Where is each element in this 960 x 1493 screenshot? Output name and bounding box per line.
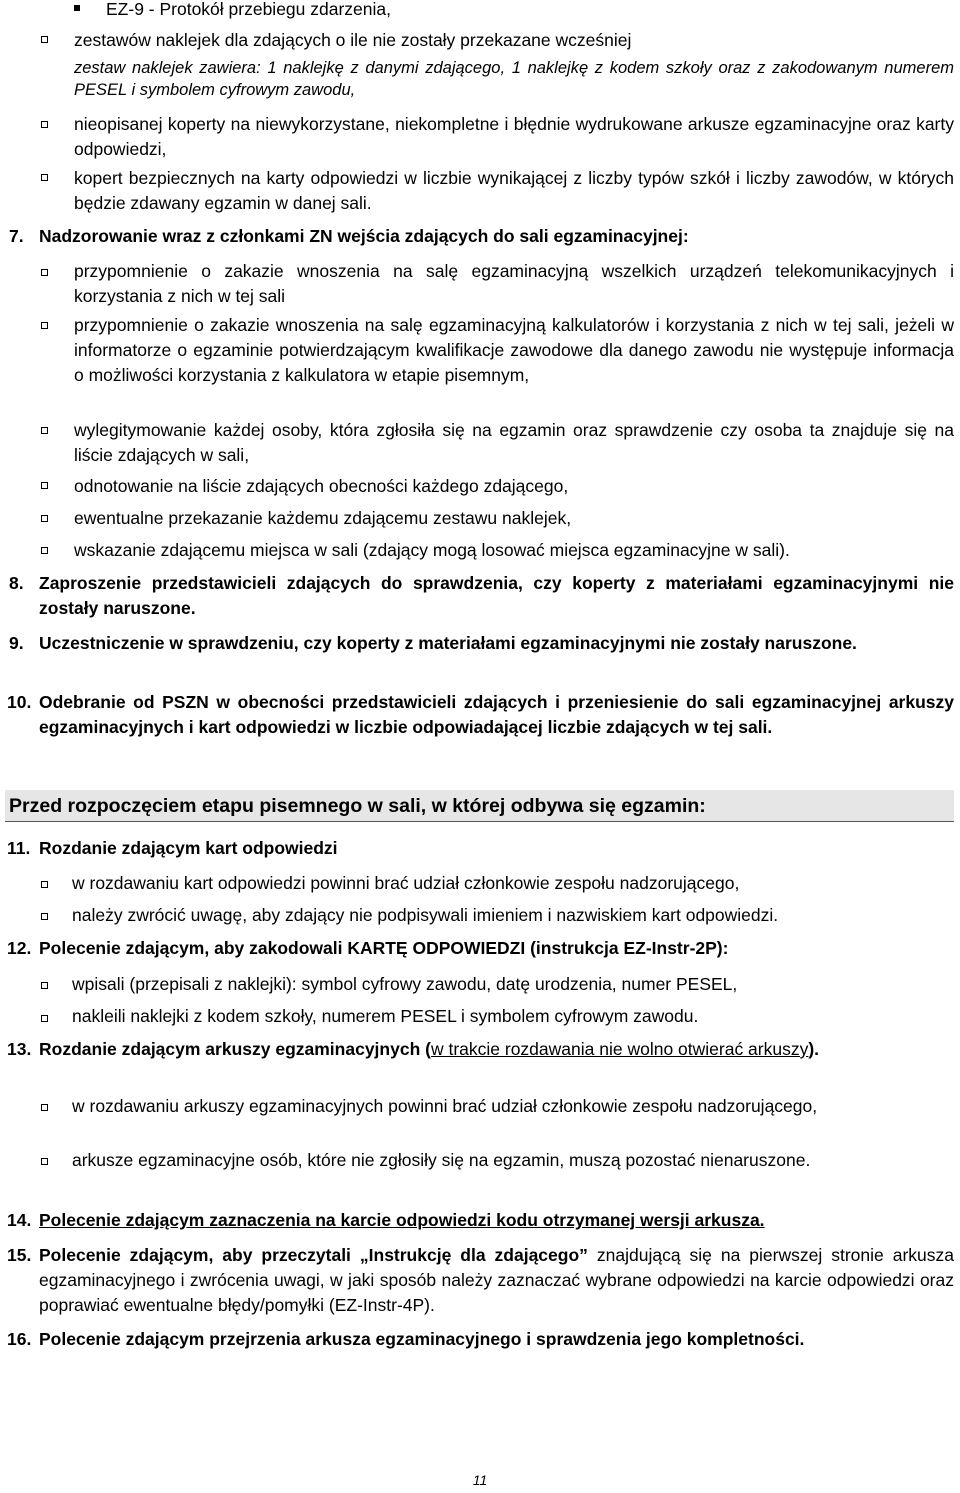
section-number: 15.	[7, 1245, 32, 1265]
section-9-title: Uczestniczenie w sprawdzeniu, czy koperty z materiałami egzaminacyjnymi nie zostały naruszone.	[39, 633, 857, 653]
section-number: 13.	[7, 1039, 32, 1059]
checkbox-square-icon	[41, 982, 48, 989]
section-10-title: Odebranie od PSZN w obecności przedstawicieli zdających i przeniesienie do sali egzaminacyjnej arkuszy egzaminacyjnych i kart odpowiedzi w liczbie odpowiadającej liczbie zdających w tej sali.	[39, 692, 954, 737]
checkbox-square-icon	[41, 1015, 48, 1022]
list-item-safe-envelopes: kopert bezpiecznych na karty odpowiedzi w liczbie wynikającej z liczby typów szkół i liczby zawodów, w których będzie zdawany egzamin w danej sali.	[74, 168, 954, 213]
list-item-envelope-unused: nieopisanej koperty na niewykorzystane, niekompletne i błędnie wydrukowane arkusze egzaminacyjne oraz karty odpowiedzi,	[74, 114, 954, 159]
checkbox-square-icon	[41, 322, 48, 329]
s7-item-2: przypomnienie o zakazie wnoszenia na salę egzaminacyjną kalkulatorów i korzystania z nich w tej sali, jeżeli w informatorze o egzaminie potwierdzającym kwalifikacje zawodowe dla danego zawodu nie występuje informacja o możliwości korzystania z kalkulatora w etapie pisemnym,	[74, 315, 954, 385]
section-16-title: Polecenie zdającym przejrzenia arkusza egzaminacyjnego i sprawdzenia jego kompletności.	[39, 1329, 805, 1349]
section-14-title: Polecenie zdającym zaznaczenia na karcie odpowiedzi kodu otrzymanej wersji arkusza.	[39, 1210, 765, 1230]
s13-title-end: ).	[808, 1039, 820, 1059]
s11-item-1: w rozdawaniu kart odpowiedzi powinni brać udział członkowie zespołu nadzorującego,	[72, 873, 740, 893]
section-number: 11.	[7, 838, 31, 858]
section-11-title: Rozdanie zdającym kart odpowiedzi	[39, 838, 338, 858]
section-number: 9.	[9, 633, 24, 653]
section-banner	[5, 790, 954, 822]
list-item-ez9: EZ-9 - Protokół przebiegu zdarzenia,	[106, 0, 391, 19]
section-13-title	[39, 1037, 954, 1062]
checkbox-square-icon	[41, 121, 48, 128]
section-8-title: Zaproszenie przedstawicieli zdających do sprawdzenia, czy koperty z materiałami egzaminacyjnymi nie zostały naruszone.	[39, 573, 954, 618]
section-number: 12.	[7, 938, 32, 958]
banner-heading: Przed rozpoczęciem etapu pisemnego w sali, w której odbywa się egzamin:	[9, 795, 706, 817]
checkbox-square-icon	[41, 427, 48, 434]
s7-item-5: ewentualne przekazanie każdemu zdającemu zestawu naklejek,	[74, 508, 572, 528]
section-number: 8.	[9, 573, 24, 593]
sticker-note: zestaw naklejek zawiera: 1 naklejkę z danymi zdającego, 1 naklejkę z kodem szkoły oraz z zakodowanym numerem PESEL i symbolem cyfrowym zawodu,	[74, 59, 954, 99]
checkbox-square-icon	[41, 515, 48, 522]
checkbox-square-icon	[41, 881, 48, 888]
s13-item-2: arkusze egzaminacyjne osób, które nie zgłosiły się na egzamin, muszą pozostać nienaruszone.	[72, 1150, 811, 1170]
checkbox-square-icon	[41, 36, 48, 43]
checkbox-square-icon	[41, 1158, 48, 1165]
section-12-title: Polecenie zdającym, aby zakodowali KARTĘ ODPOWIEDZI (instrukcja EZ-Instr-2P):	[39, 938, 729, 958]
s7-item-4: odnotowanie na liście zdających obecności każdego zdającego,	[74, 476, 569, 496]
checkbox-square-icon	[41, 269, 48, 276]
s15-title-bold: Polecenie zdającym, aby przeczytali „Instrukcję dla zdającego”	[39, 1245, 588, 1265]
checkbox-square-icon	[41, 913, 48, 920]
section-number: 14.	[7, 1210, 32, 1230]
s7-item-1: przypomnienie o zakazie wnoszenia na salę egzaminacyjną wszelkich urządzeń telekomunikacyjnych i korzystania z nich w tej sali	[74, 261, 954, 306]
s12-item-2: nakleili naklejki z kodem szkoły, numerem PESEL i symbolem cyfrowym zawodu.	[72, 1006, 699, 1026]
s11-item-2: należy zwrócić uwagę, aby zdający nie podpisywali imieniem i nazwiskiem kart odpowiedzi.	[72, 905, 779, 925]
list-item-sticker-sets: zestawów naklejek dla zdających o ile nie zostały przekazane wcześniej	[74, 30, 632, 50]
s13-title-underlined: w trakcie rozdawania nie wolno otwierać arkuszy	[430, 1039, 809, 1059]
s7-item-3: wylegitymowanie każdej osoby, która zgłosiła się na egzamin oraz sprawdzenie czy osoba ta znajduje się na liście zdających w sali,	[74, 420, 954, 465]
s7-item-6: wskazanie zdającemu miejsca w sali (zdający mogą losować miejsca egzaminacyjne w sali).	[74, 540, 790, 560]
s13-title-bold: Rozdanie zdającym arkuszy egzaminacyjnych (	[39, 1039, 431, 1059]
filled-square-bullet-icon	[74, 5, 80, 11]
section-7-title: Nadzorowanie wraz z członkami ZN wejścia zdających do sali egzaminacyjnej:	[39, 226, 689, 246]
checkbox-square-icon	[41, 174, 48, 181]
checkbox-square-icon	[41, 1104, 48, 1111]
s13-item-1: w rozdawaniu arkuszy egzaminacyjnych powinni brać udział członkowie zespołu nadzorującego,	[72, 1096, 818, 1116]
checkbox-square-icon	[41, 547, 48, 554]
section-number: 16.	[7, 1329, 32, 1349]
section-number: 10.	[7, 692, 32, 712]
checkbox-square-icon	[41, 482, 48, 489]
page-number: 11	[472, 1472, 488, 1488]
s12-item-1: wpisali (przepisali z naklejki): symbol cyfrowy zawodu, datę urodzenia, numer PESEL,	[72, 974, 738, 994]
s15-title-rest: znajdującą się na pierwszej stronie arkusza egzaminacyjnego i zwrócenia uwagi, w jaki sposób należy zaznaczać wybrane odpowiedzi na karcie odpowiedzi oraz poprawiać ewentualne błędy/pomyłki (EZ-Instr-4P).	[39, 1245, 954, 1315]
section-number: 7.	[9, 226, 24, 246]
section-15-title	[39, 1243, 954, 1318]
